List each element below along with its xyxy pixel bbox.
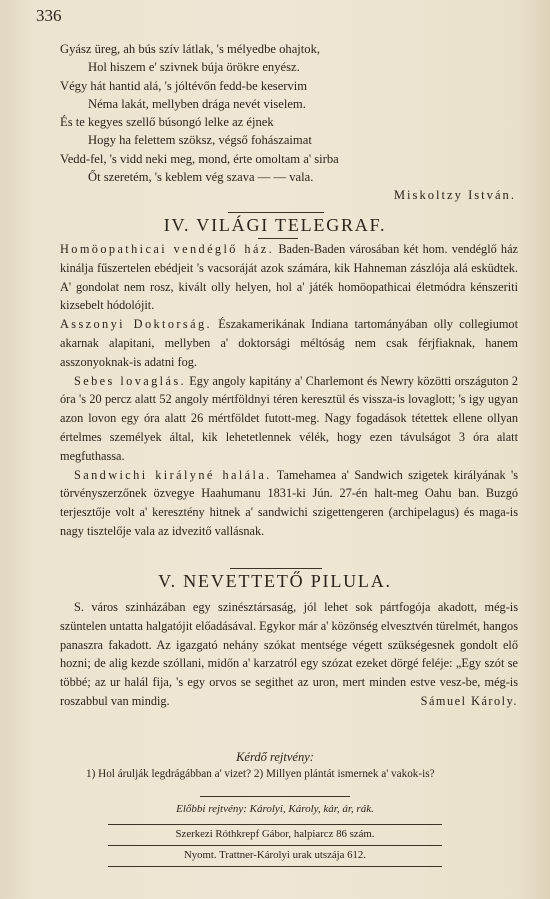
divider (200, 796, 350, 797)
divider (258, 238, 298, 239)
poem-line: Hogy ha felettem szöksz, végső fohászaimat (88, 133, 312, 148)
poem-line: Végy hát hantid alá, 's jóltévőn fedd-be keservim (60, 78, 308, 93)
editor-line: Szerkezi Róthkrepf Gábor, halpiarcz 86 szám. (175, 828, 375, 840)
riddle-question: 1) Hol árulják legdrágábban a' vizet? 2) Millyen plántát ismernek a' vakok-is? (86, 768, 435, 780)
news-item (60, 466, 518, 541)
printer-line: Nyomt. Trattner-Károlyi urak utszája 612. (183, 849, 367, 861)
previous-riddle-answer: Előbbi rejtvény: Károlyi, Károly, kár, ár, rák. (176, 803, 374, 815)
section-4-body (60, 240, 518, 541)
news-text: Baden-Baden városában két hom. vendéglő ház kinálja fűszertelen ebédjeit 's vacsoráját azok számára, kik Hahneman zászlója alá esküdtek. A' gondolat nem rosz, kivált olly helyen, hol a' játék homöopathicai életmódra kénszeriti kizsebelt hódolójit. (60, 242, 518, 313)
news-text: Tamehamea a' Sandwich szigetek királyának 's törvényszerzőnek özvegye Haahumanu 1831-ki Jún. 27-én halt-meg Oahu ban. Buzgó terjesztője volt a' keresztény hitnek a' sandwichi szigettengeren (archipelagus) és maga-is nagy tisztelője vala az idvezitő vallásnak. (60, 467, 518, 538)
section-title-5: V. NEVETTETŐ PILULA. (158, 571, 392, 591)
poem-line: És te kegyes szellő búsongó lelke az éjnek (60, 115, 274, 130)
news-text: Egy angoly kapitány a' Charlemont és Newry közötti országuton 2 óra 's 20 percz alatt 52 angoly mértföldnyi téren keresztül és vissza-is lovaglott; 's igy ugyan azon lovon egy óra alatt 26 mértföldet futott-meg. Nagy fogadások tétettek ellene ollyan értelmes személyek által, kik lehetetlennek vélék, hogy ezen távulságot 3 óra alatt megfuthassa. (60, 373, 518, 463)
divider (228, 212, 324, 213)
footer-rule-top (108, 824, 442, 825)
poem-line: Hol hiszem e' szivnek búja örökre enyész. (88, 60, 300, 75)
poem-line: Vedd-fel, 's vidd neki meg, mond, érte omoltam a' sirba (60, 151, 339, 166)
section-5-body (60, 598, 518, 711)
news-headline: Homöopathicai vendéglő ház. (60, 242, 275, 256)
news-headline: Sandwichi királyné halála. (74, 467, 272, 482)
news-item (60, 240, 518, 315)
poem-line: Gyász üreg, ah bús szív látlak, 's mélyedbe ohajtok, (60, 42, 321, 56)
section-title-4: IV. VILÁGI TELEGRAF. (163, 215, 387, 235)
footer-rule-bottom (108, 866, 442, 867)
page-number: 336 (36, 6, 62, 25)
anecdote-signature: Sámuel Károly. (420, 693, 518, 708)
poem (60, 40, 520, 205)
news-headline: Sebes lovaglás. (74, 373, 187, 388)
riddle-heading: Kérdő rejtvény: (236, 750, 314, 764)
anecdote-text: S. város szinházában egy szinésztársaság, jól lehet sok pártfogója akadott, még-is szüntelen untatta halgatójit előadásával. Egykor már a' közönség elvesztvén türelmét, hangos panaszra fakadott. Az igazgató nehány szókat mentsége végett szükségesnek gondolt elő hozni; de alig kezde szóllani, midőn a' karzatról egy szózat ezeket dörgé feléje: „Egy szót se többé; az ur halál fija, 's egy orvos se segithet az uron, mert minden estve vesz-be, még-is roszabbul van mindig. (60, 600, 518, 708)
footer-rule-middle (108, 845, 442, 846)
news-text: Északamerikának Indiana tartományában olly collegiumot akarnak alapitani, mellyben a' doktorsági méltóság nem csak férjfiaknak, hanem asszonyoknak-is adatni fog. (60, 317, 518, 369)
news-headline: Asszonyi Doktorság. (60, 317, 212, 332)
divider (230, 568, 322, 569)
news-item (60, 315, 518, 371)
poem-line: Néma lakát, mellyben drága nevét viselem. (88, 96, 306, 111)
news-item (60, 372, 518, 466)
poem-line: Őt szeretém, 's keblem vég szava — — vala. (88, 170, 314, 185)
poem-signature: Miskoltzy István. (393, 188, 516, 203)
